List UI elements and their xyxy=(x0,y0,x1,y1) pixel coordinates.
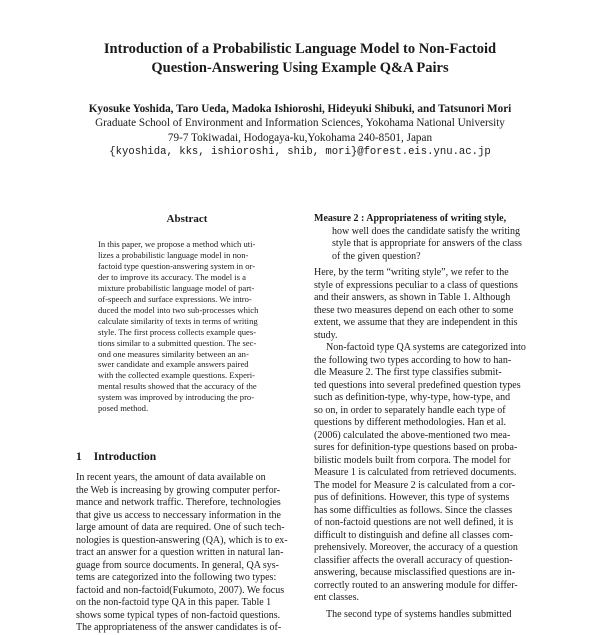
abstract-line: mental results showed that the accuracy of the xyxy=(98,381,257,392)
abstract-line: lizes a probabilistic language model in non- xyxy=(98,249,249,260)
title-line: Question-Answering Using Example Q&A Pairs xyxy=(151,60,449,76)
text-line: tract an answer for a question written in natural lan- xyxy=(76,547,284,559)
address: 79-7 Tokiwadai, Hodogaya-ku,Yokohama 240-8501, Japan xyxy=(167,131,433,144)
text-line: that give us access to neccessary information in the xyxy=(76,509,281,521)
text-line: (2006) calculated the above-mentioned two mea- xyxy=(314,429,511,441)
text-line: correctly routed to an answering module for differ- xyxy=(314,579,518,591)
title-line: Introduction of a Probabilistic Language Model to Non-Factoid xyxy=(103,41,497,57)
text-line: and their answers, as shown in Table 1. Although xyxy=(314,292,511,303)
text-line: The model for Measure 2 is calculated from a cor- xyxy=(314,479,516,491)
abstract-line: style. The first process collects example ques- xyxy=(98,326,257,337)
text-line: tems are categorized into the following two types: xyxy=(76,572,277,584)
abstract-line: of-speech and surface expressions. We intro- xyxy=(98,293,252,304)
text-line: the following two types according to how to han- xyxy=(314,354,512,366)
measure-2-line: how well does the candidate satisfy the writing xyxy=(332,225,521,237)
text-line: In recent years, the amount of data available on xyxy=(76,472,266,484)
writing-style-paragraph xyxy=(314,267,536,342)
text-line: ent classes. xyxy=(314,592,359,603)
text-line: extent, we assume that they are independent in this xyxy=(314,317,518,328)
text-line: the Web is increasing by growing computer perfor- xyxy=(76,484,281,496)
text-line: such as definition-type, why-type, how-type, and xyxy=(314,392,511,403)
abstract-text xyxy=(98,239,280,414)
right-column xyxy=(314,213,536,621)
abstract-heading: Abstract xyxy=(166,213,208,225)
section-title: Introduction xyxy=(93,451,157,464)
measure-2-label: Measure 2 : Appropriateness of writing style, xyxy=(314,213,507,224)
text-line: The second type of systems handles submitted xyxy=(326,608,512,620)
introduction-heading xyxy=(76,450,298,464)
text-line: Here, by the term “writing style”, we refer to the xyxy=(314,267,509,278)
text-line: prehensively. Moreover, the accuracy of a question xyxy=(314,542,518,553)
abstract-line: duced the model into two sub-processes which xyxy=(98,304,259,315)
measure-2-line: of the given question? xyxy=(332,250,421,262)
abstract-line: der to improve its accuracy. The model is a xyxy=(98,271,246,282)
abstract-line: factoid type question-answering system in or- xyxy=(98,260,256,271)
measure-2-line: style that is appropriate for answers of the class xyxy=(332,238,522,249)
text-line: large amount of data are required. One of such tech- xyxy=(76,522,285,534)
measure-2-definition xyxy=(314,213,536,263)
text-line: nologies is question-answering (QA), which is to ex- xyxy=(76,534,288,546)
abstract-line: posed method. xyxy=(98,403,149,414)
text-line: guage from source documents. In general, QA sys- xyxy=(76,559,279,571)
abstract-line: In this paper, we propose a method which uti- xyxy=(98,239,256,249)
introduction-text xyxy=(76,472,298,635)
text-line: questions by different methodologies. Han et al. xyxy=(314,417,506,428)
section-number: 1 xyxy=(76,451,82,464)
author-names: Kyosuke Yoshida, Taro Ueda, Madoka Ishioroshi, Hideyuki Shibuki, and Tatsunori Mori xyxy=(88,103,512,115)
text-line: dle Measure 2. The first type classifies submit- xyxy=(314,367,502,378)
text-line: The appropriateness of the answer candidates is of- xyxy=(76,622,282,634)
abstract-line: tions similar to a submitted question. The sec- xyxy=(98,337,257,348)
left-column xyxy=(76,212,298,635)
text-line: difficult to distinguish and define all classes com- xyxy=(314,529,513,541)
abstract-line: mixture probabilistic language model of part- xyxy=(98,282,255,293)
text-line: answering, because misclassified questions are in- xyxy=(314,567,516,578)
text-line: shows some typical types of non-factoid questions. xyxy=(76,609,281,621)
abstract-line: swer candidate and example answers paired xyxy=(98,359,249,370)
second-type-paragraph xyxy=(314,609,536,622)
text-line: factoid and non-factoid(Fukumoto, 2007). We focus xyxy=(76,584,285,596)
text-line: pus of definitions. However, this type of systems xyxy=(314,492,510,503)
text-line: bilistic models built from corpora. The model for xyxy=(314,454,511,466)
system-types-paragraph xyxy=(314,342,536,605)
text-line: sures for definition-type questions based on proba- xyxy=(314,442,518,453)
paper-title xyxy=(60,40,540,78)
author-block xyxy=(40,102,560,160)
text-line: on the non-factoid type QA in this paper. Table 1 xyxy=(76,597,272,609)
text-line: of non-factoid questions are not well defined, it is xyxy=(314,517,514,528)
text-line: Non-factoid type QA systems are categorized into xyxy=(326,342,526,353)
text-line: has some difficulties as follows. Since the classes xyxy=(314,504,513,516)
abstract-line: system was improved by introducing the pro- xyxy=(98,392,255,403)
text-line: classifier affects the overall accuracy of question- xyxy=(314,554,513,566)
text-line: Measure 1 is calculated from retrieved documents. xyxy=(314,467,517,478)
affiliation: Graduate School of Environment and Information Sciences, Yokohama National University xyxy=(95,117,505,130)
text-line: study. xyxy=(314,329,338,341)
email-addresses: {kyoshida, kks, ishioroshi, shib, mori}@forest.eis.ynu.ac.jp xyxy=(109,146,491,159)
abstract-line: with the collected example questions. Experi- xyxy=(98,370,256,381)
abstract-line: ond one measures similarity between an an- xyxy=(98,348,249,359)
text-line: style of expressions peculiar to a class of questions xyxy=(314,279,518,291)
abstract-line: calculate similarity of texts in terms of writing xyxy=(98,315,258,326)
text-line: these two measures depend on each other to some xyxy=(314,304,514,316)
text-line: ted questions into several predefined question types xyxy=(314,379,521,391)
text-line: mance and network traffic. Therefore, technologies xyxy=(76,497,281,509)
text-line: so on, in order to separately handle each type of xyxy=(314,404,506,416)
